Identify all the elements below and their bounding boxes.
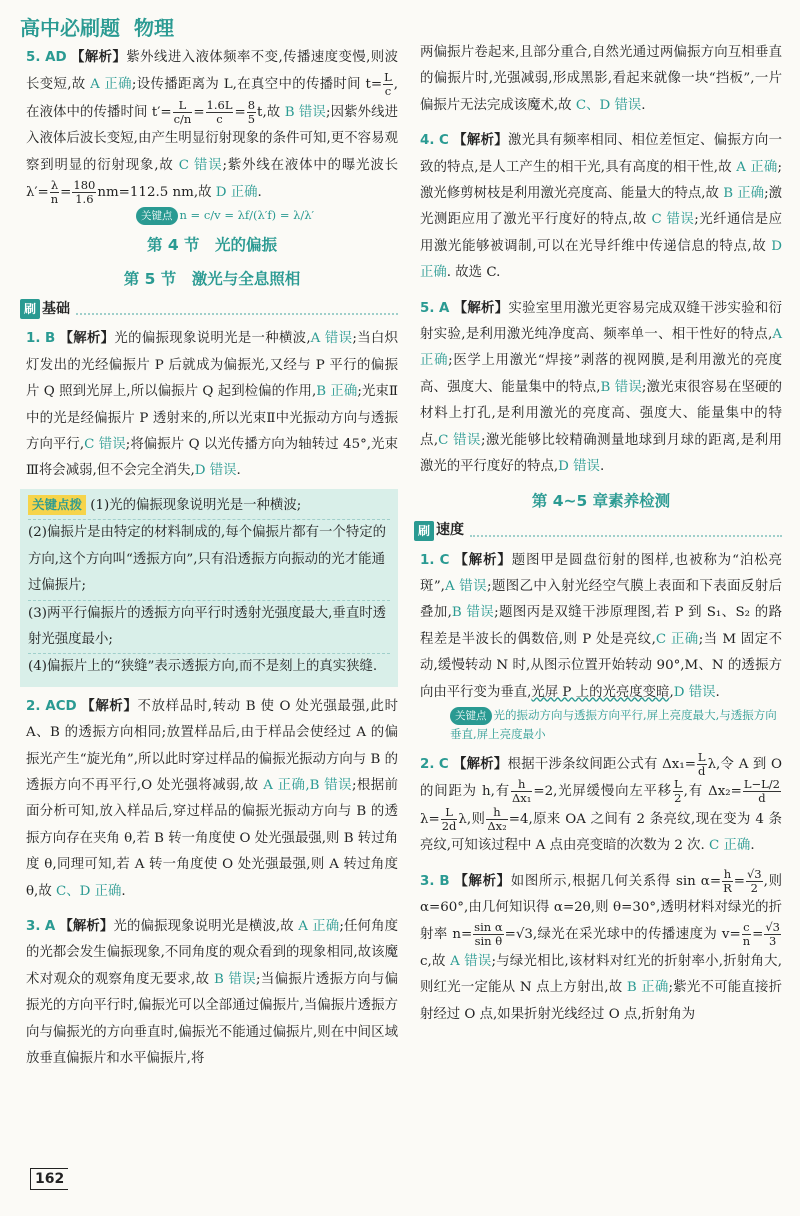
left-column (26, 44, 398, 1072)
key-tip-4: (4)偏振片上的“狭缝”表示透振方向,而不是刻上的真实狭缝. (28, 659, 378, 675)
keypoint-note-2: 关键点 光的振动方向与透振方向平行,屏上亮度最大,与透振方向垂直,屏上亮度最小 (450, 707, 777, 741)
right-q1: 1. C 【解析】题图甲是圆盘衍射的图样,也被称为“泊松亮斑”,A 错误;题图乙中入射光经空气膜上表面和下表面反射后叠加,B 错误;题图丙是双缝干涉原理图,若 P 到 S₁、S₂ 的路程差是半波长的偶数倍,则 P 处是亮纹,C 正确;当 M 固定不动,缓慢转动 N 时,从图示位置开始转动 90°,M、N 的透振方向由平行变为垂直,光屏 P 上的光亮度变暗,D 错误. (420, 551, 782, 700)
right-q2: 2. C 【解析】根据干涉条纹间距公式有 Δx₁= $\frac{L}{d}$ λ,令 A 到 O 的间距为 h,有 $\frac{h}{\text{Δx₁}}$ =2,光屏缓慢向左平移 $\frac{L}{2}$ ,有 Δx₂= $\frac{L-L/2}{d}$ λ= $\frac{L}{2d}$ λ,则 $\frac{h}{\text{Δx₂}}$ =4,原来 OA 之间有 2 条亮纹,现在变为 4 条亮纹,可知该过程中 A 点由亮变暗的次数为 2 次. C 正确. (420, 749, 782, 854)
key-tip-1: 关键点拨 (1)光的偏振现象说明光是一种横波; (28, 493, 390, 520)
page-number: 162 (30, 1168, 68, 1190)
key-icon: 关键点 (450, 707, 492, 725)
right-q4: 4. C 【解析】激光具有频率相同、相位差恒定、偏振方向一致的特点,是人工产生的相干光,具有高度的相干性,故 A 正确;激光修剪树枝是利用激光亮度高、能量大的特点,故 B 正确;激光测距应用了激光平行度好的特点,故 C 错误;光纤通信是应用激光能够被调制,可以在光导纤维中传递信息的特点,故 D 正确. 故选 C. (420, 132, 783, 281)
subject: 物理 (134, 16, 174, 40)
frac-L-c: $\frac{L}{c}$ (384, 70, 392, 99)
right-q5: 5. A 【解析】实验室里用激光更容易完成双缝干涉实验和衍射实验,是利用激光纯净度高、频率单一、相干性好的特点,A 正确;医学上用激光“焊接”剥落的视网膜,是利用激光的亮度高、强度大、能量集中的特点,B 错误;激光束很容易在坚硬的材料上打孔,是利用激光的亮度高、强度大、能量集中的特点,C 错误;激光能够比较精确测量地球到月球的距离,是利用激光的平行度好的特点,D 错误. (420, 299, 783, 475)
right-q3-cont: 两偏振片卷起来,且部分重合,自然光通过两偏振方向互相垂直的偏振片时,光强减弱,形成黑影,看起来就像一块“挡板”,一片偏振片无法完成该魔术,故 C、D 错误. (420, 45, 782, 113)
key-tips-label: 关键点拨 (28, 495, 86, 515)
right-q3: 3. B 【解析】如图所示,根据几何关系得 sin α= $\frac{h}{R}$ = $\frac{√3}{2}$ ,则 α=60°,由几何知识得 α=2θ,则 θ=30°,透明材料对绿光的折射率 n= $\frac{\text{sin α}}{\text{sin θ}}$ =√3,绿光在采光球中的传播速度为 v= $\frac{c}{n}$ = $\frac{√3}{3}$ c,故 A 错误;与绿光相比,该材料对红光的折射率小,折射角大,则红光一定能从 N 点上方射出,故 B 正确;紫光不可能直接折射经过 O 点,如果折射光线经过 O 点,折射角为 (420, 866, 783, 1022)
section-bar-speed: 刷 速度 (414, 519, 782, 543)
left-q3: 3. A 【解析】光的偏振现象说明光是横波,故 A 正确;任何角度的光都会发生偏振现象,不同角度的观众看到的现象相同,故该魔术对观众的观察角度无要求,故 B 错误;当偏振片透振方向与偏振光的方向平行时,偏振光可以全部通过偏振片,当偏振片透振方向与偏振光的方向垂直时,偏振光不能通过偏振片,则在中间区域放垂直偏振片和水平偏振片,将 (26, 917, 398, 1066)
right-column (420, 40, 782, 1028)
left-q1: 1. B 【解析】光的偏振现象说明光是一种横波,A 错误;当白炽灯发出的光经偏振片 P 后就成为偏振光,又经与 P 平行的偏振片 Q 照到光屏上,所以偏振片 Q 起到检偏的作用,B 正确;光束Ⅱ中的光是经偏振片 P 透射来的,所以光束Ⅱ中光振动方向与透振方向平行,C 错误;将偏振片 Q 以光传播方向为轴转过 45°,光束Ⅲ将会减弱,但不会完全消失,D 错误. (26, 330, 399, 479)
left-q5: 5. AD 【解析】紫外线进入液体频率不变,传播速度变慢,则波长变短,故 A 正确;设传播距离为 L,在真空中的传播时间 t= $\frac{L}{c}$ ,在液体中的传播时间 t′= $\frac{L}{c/n}$ = $\frac{1.6L}{c}$ = $\frac{8}{5}$ t,故 B 错误;因紫外线进入液体后波长变短,由产生明显衍射现象的条件可知,更不容易观察到明显的衍射现象,故 C 错误;紫外线在液体中的曝光波长 λ′= $\frac{\lambda}{n}$ = $\frac{180}{1.6}$ nm=112.5 nm,故 D 正确. (26, 49, 399, 207)
key-tip-2: (2)偏振片是由特定的材料制成的,每个偏振片都有一个特定的方向,这个方向叫“透振方向”,只有沿透振方向振动的光才能通过偏振片; (28, 520, 390, 600)
key-icon: 关键点 (136, 207, 178, 225)
section-title-5: 第 5 节 激光与全息照相 (123, 270, 301, 289)
key-tips-box (20, 489, 398, 687)
page-header (20, 12, 174, 41)
section-title-test: 第 4~5 章素养检测 (531, 491, 671, 510)
brush-icon: 刷 (20, 299, 40, 319)
section-bar-basic: 刷 基础 (20, 297, 398, 321)
section-title-4: 第 4 节 光的偏振 (146, 236, 278, 255)
keypoint-note: 关键点 n = c/v = λf/(λ′f) = λ/λ′ (26, 206, 398, 225)
book-title: 高中必刷题 (20, 16, 120, 40)
brush-icon: 刷 (414, 521, 434, 541)
frac-L-c-n: $\frac{L}{c/n}$ (173, 97, 192, 126)
left-q2: 2. ACD 【解析】不放样品时,转动 B 使 O 处光强最强,此时 A、B 的透振方向相同;放置样品后,由于样品会使经过 A 的偏振光产生“旋光角”,所以此时穿过样品的偏振光振动方向与 B 的透振方向不再平行,O 处光强将减弱,故 A 正确,B 错误;根据前面分析可知,放入样品后,穿过样品的偏振光振动方向与 B 的透振方向存在夹角 θ,若 B 转一角度使 O 处光强最强,则 B 转过角度 θ,同理可知,若 A 转一角度使 O 处光强最强,则 A 转过角度 θ,故 C、D 正确. (26, 697, 399, 899)
key-tip-3: (3)两平行偏振片的透振方向平行时透射光强度最大,垂直时透射光强度最小; (28, 601, 390, 655)
